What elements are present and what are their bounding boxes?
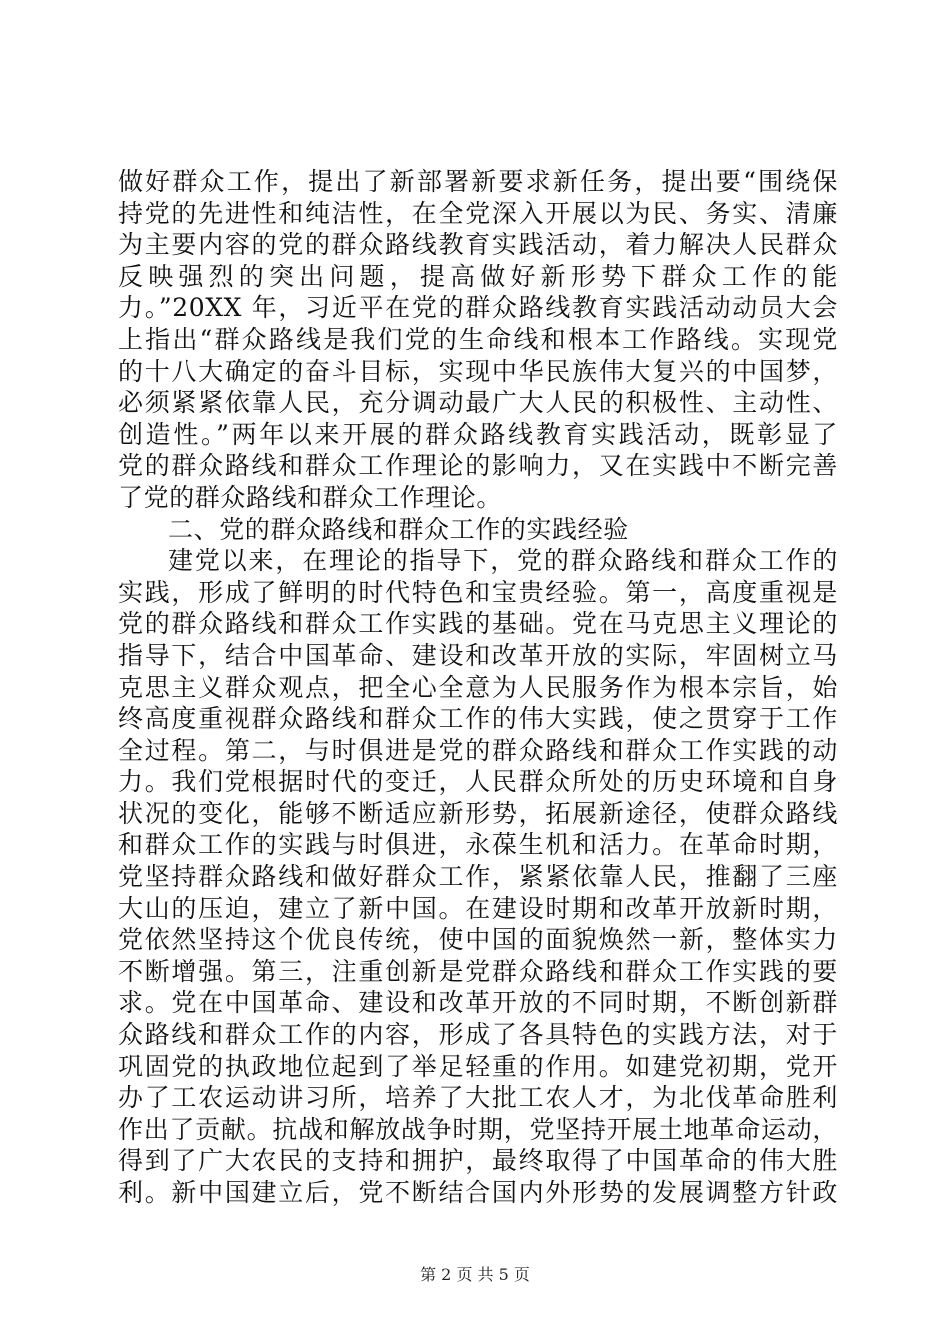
text-line: 求。党在中国革命、建设和改革开放的不同时期，不断创新群 <box>118 988 838 1018</box>
text-line: 反映强烈的突出问题，提高做好新形势下群众工作的能 <box>118 261 838 291</box>
text-line: 为主要内容的党的群众路线教育实践活动，着力解决人民群众 <box>118 230 838 260</box>
text-line: 党坚持群众路线和做好群众工作，紧紧依靠人民，推翻了三座 <box>118 862 838 892</box>
text-line: 上指出“群众路线是我们党的生命线和根本工作路线。实现党 <box>118 324 838 354</box>
text-line: 力。”20XX 年，习近平在党的群众路线教育实践活动动员大会 <box>118 293 838 323</box>
text-line: 了党的群众路线和群众工作理论。 <box>118 482 503 512</box>
text-line: 建党以来，在理论的指导下，党的群众路线和群众工作的 <box>168 546 838 576</box>
text-line: 克思主义群众观点，把全心全意为人民服务作为根本宗旨，始 <box>118 672 838 702</box>
body-text <box>118 166 838 1209</box>
text-line: 状况的变化，能够不断适应新形势，拓展新途径，使群众路线 <box>118 798 838 828</box>
text-line: 大山的压迫，建立了新中国。在建设时期和改革开放新时期， <box>118 893 838 923</box>
text-line: 实践，形成了鲜明的时代特色和宝贵经验。第一，高度重视是 <box>118 577 838 607</box>
text-line: 必须紧紧依靠人民，充分调动最广大人民的积极性、主动性、 <box>118 388 838 418</box>
page-number-footer: 第 2 页 共 5 页 <box>420 1265 530 1284</box>
section-heading: 二、党的群众路线和群众工作的实践经验 <box>168 514 629 544</box>
text-line: 作出了贡献。抗战和解放战争时期，党坚持开展土地革命运动， <box>118 1114 838 1144</box>
text-line: 众路线和群众工作的内容，形成了各具特色的实践方法，对于 <box>118 1020 838 1050</box>
text-line: 党依然坚持这个优良传统，使中国的面貌焕然一新，整体实力 <box>118 925 838 955</box>
text-line: 力。我们党根据时代的变迁，人民群众所处的历史环境和自身 <box>118 767 838 797</box>
text-line: 创造性。”两年以来开展的群众路线教育实践活动，既彰显了 <box>118 419 838 449</box>
text-line: 全过程。第二，与时俱进是党的群众路线和群众工作实践的动 <box>118 735 838 765</box>
text-line: 巩固党的执政地位起到了举足轻重的作用。如建党初期，党开 <box>118 1051 838 1081</box>
text-line: 党的群众路线和群众工作理论的影响力，又在实践中不断完善 <box>118 451 838 481</box>
text-line: 得到了广大农民的支持和拥护，最终取得了中国革命的伟大胜 <box>118 1146 838 1176</box>
text-line: 终高度重视群众路线和群众工作的伟大实践，使之贯穿于工作 <box>118 704 838 734</box>
text-line: 的十八大确定的奋斗目标，实现中华民族伟大复兴的中国梦， <box>118 356 838 386</box>
text-line: 和群众工作的实践与时俱进，永葆生机和活力。在革命时期， <box>118 830 838 860</box>
text-line: 利。新中国建立后，党不断结合国内外形势的发展调整方针政 <box>118 1178 838 1207</box>
text-line: 做好群众工作，提出了新部署新要求新任务，提出要“围绕保 <box>118 167 838 196</box>
text-line: 指导下，结合中国革命、建设和改革开放的实际，牢固树立马 <box>118 640 838 670</box>
text-line: 持党的先进性和纯洁性，在全党深入开展以为民、务实、清廉 <box>118 198 838 228</box>
text-line: 党的群众路线和群众工作实践的基础。党在马克思主义理论的 <box>118 609 838 639</box>
text-line: 不断增强。第三，注重创新是党群众路线和群众工作实践的要 <box>118 956 838 986</box>
text-line: 办了工农运动讲习所，培养了大批工农人才，为北伐革命胜利 <box>118 1083 838 1113</box>
